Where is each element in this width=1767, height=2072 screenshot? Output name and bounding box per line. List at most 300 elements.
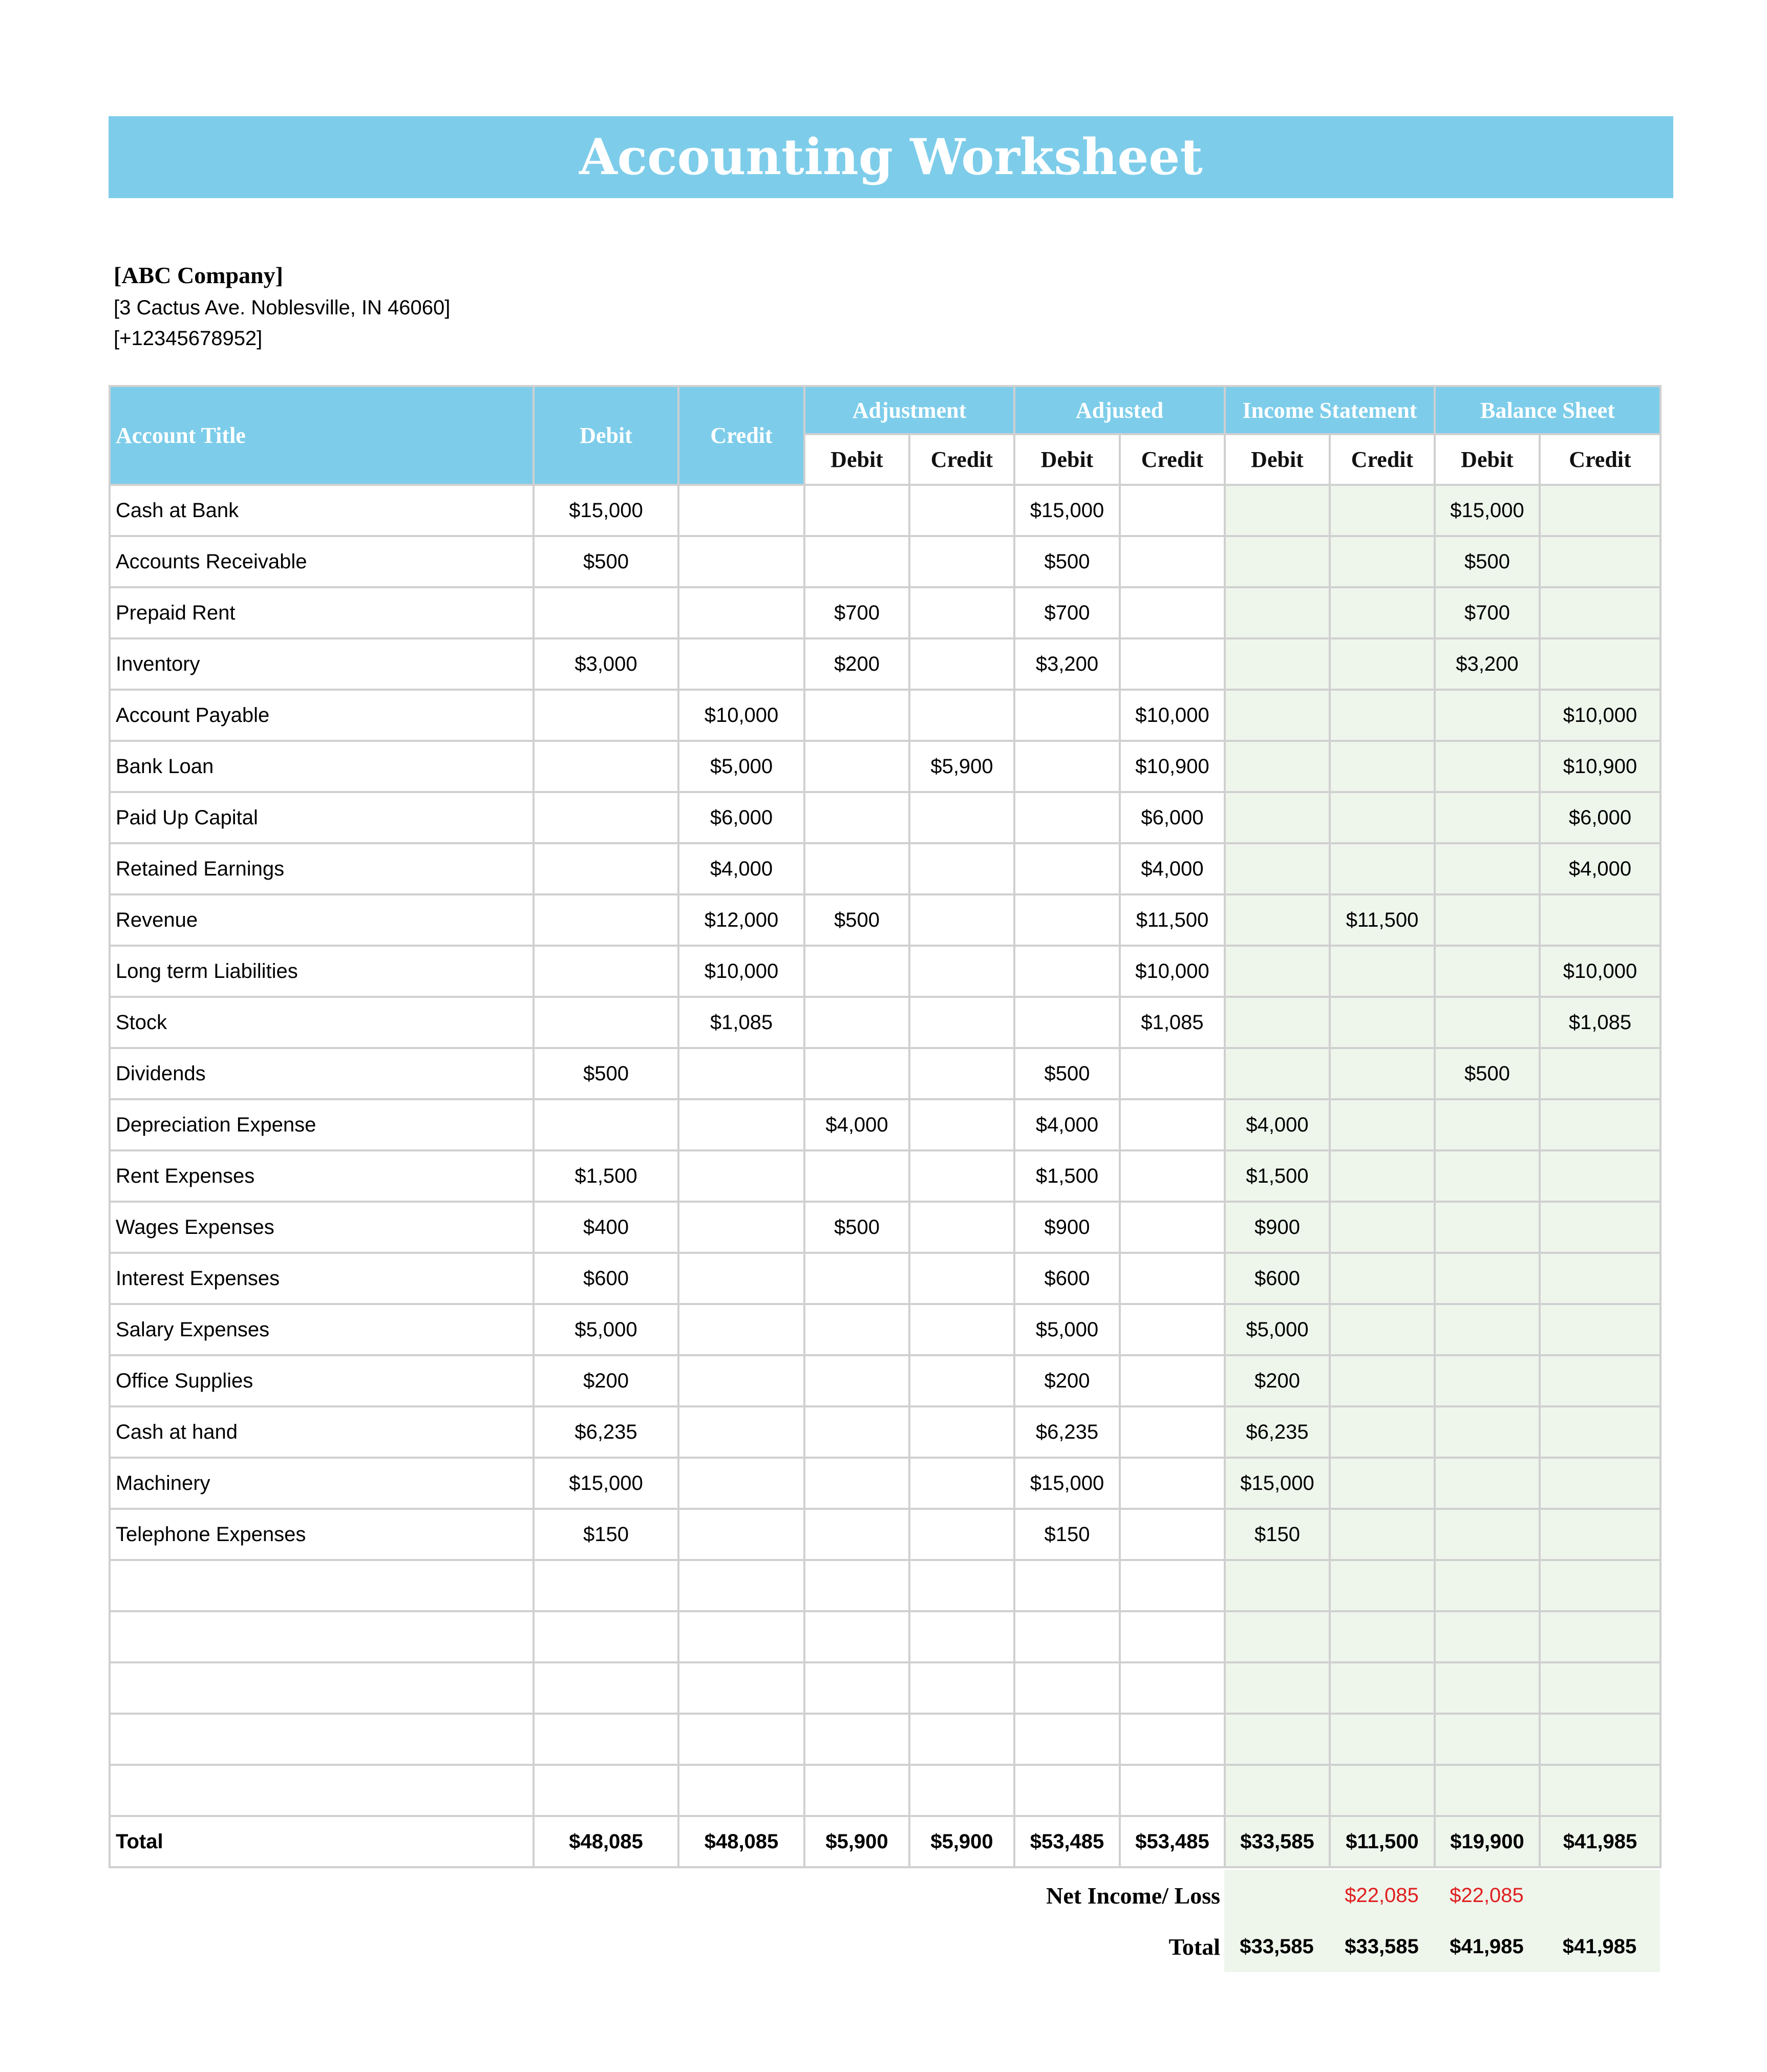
cell-debit[interactable] [534,997,678,1048]
cell-is-debit[interactable] [1225,946,1330,997]
cell-adj-credit[interactable] [909,997,1014,1048]
cell-is-debit[interactable] [1225,1048,1330,1099]
cell-is-credit[interactable]: $11,500 [1330,1816,1435,1867]
cell-bs-credit[interactable] [1540,638,1660,690]
cell-adjd-credit[interactable] [1120,1304,1225,1355]
cell-account[interactable]: Dividends [110,1048,534,1099]
cell-is-debit[interactable] [1225,485,1330,536]
cell-bs-credit[interactable] [1540,1406,1660,1458]
cell-adj-debit[interactable]: $5,900 [804,1816,909,1867]
cell-adjd-debit[interactable] [1014,792,1120,843]
cell-adjd-credit[interactable] [1120,536,1225,587]
cell-adjd-credit[interactable]: $6,000 [1120,792,1225,843]
cell-bs-credit[interactable] [1540,485,1660,536]
cell-adjd-credit[interactable]: $11,500 [1120,894,1225,946]
cell-credit[interactable] [678,1150,804,1202]
cell-is-debit[interactable] [1225,638,1330,690]
cell-bs-debit[interactable] [1435,1714,1540,1765]
cell-adj-credit[interactable]: $5,900 [909,1816,1014,1867]
cell-adj-debit[interactable]: $500 [804,1202,909,1253]
cell-account[interactable]: Office Supplies [110,1355,534,1406]
cell-adj-debit[interactable] [804,1458,909,1509]
cell-debit[interactable]: $1,500 [534,1150,678,1202]
cell-adjd-credit[interactable] [1120,485,1225,536]
summary-table [109,1870,1660,1972]
cell-credit[interactable] [678,1458,804,1509]
cell-is-debit[interactable]: $1,500 [1225,1150,1330,1202]
cell-adjd-credit[interactable] [1120,1765,1225,1816]
cell-adj-credit[interactable] [909,1662,1014,1714]
cell-debit[interactable] [534,946,678,997]
cell-is-credit[interactable] [1330,1662,1435,1714]
cell-bs-credit[interactable]: $41,985 [1540,1816,1660,1867]
cell-credit[interactable] [678,536,804,587]
cell-is-credit[interactable] [1330,843,1435,894]
cell-adjd-debit[interactable]: $4,000 [1014,1099,1120,1150]
cell-adj-credit[interactable] [909,1048,1014,1099]
cell-adj-debit[interactable] [804,843,909,894]
cell-adjd-credit[interactable] [1120,1202,1225,1253]
cell-bs-debit[interactable]: $3,200 [1435,638,1540,690]
cell-adjd-debit[interactable]: $600 [1014,1253,1120,1304]
cell-adjd-debit[interactable] [1014,946,1120,997]
cell-credit[interactable]: $4,000 [678,843,804,894]
cell-credit[interactable] [678,1560,804,1611]
cell-adj-credit[interactable] [909,946,1014,997]
cell-adjd-credit[interactable]: $53,485 [1120,1816,1225,1867]
cell-account[interactable]: Inventory [110,638,534,690]
cell-debit[interactable] [534,587,678,638]
cell-credit[interactable] [678,1355,804,1406]
cell-adj-debit[interactable] [804,690,909,741]
cell-adj-credit[interactable] [909,638,1014,690]
cell-adjd-debit[interactable]: $900 [1014,1202,1120,1253]
cell-debit[interactable]: $500 [534,536,678,587]
cell-is-debit[interactable] [1225,792,1330,843]
cell-is-credit[interactable] [1330,1406,1435,1458]
cell-is-debit[interactable]: $200 [1225,1355,1330,1406]
cell-is-credit[interactable] [1330,587,1435,638]
cell-bs-debit[interactable] [1435,1202,1540,1253]
cell-bs-credit[interactable]: $4,000 [1540,843,1660,894]
cell-bs-debit[interactable] [1435,1253,1540,1304]
cell-bs-debit[interactable] [1435,946,1540,997]
cell-is-debit[interactable] [1225,587,1330,638]
cell-adjd-debit[interactable]: $200 [1014,1355,1120,1406]
cell-adjd-debit[interactable] [1014,1662,1120,1714]
cell-is-debit[interactable]: $150 [1225,1509,1330,1560]
cell-account[interactable]: Retained Earnings [110,843,534,894]
cell-adj-credit[interactable] [909,1560,1014,1611]
cell-adjd-credit[interactable] [1120,638,1225,690]
cell-adjd-debit[interactable] [1014,843,1120,894]
cell-bs-debit[interactable] [1435,1150,1540,1202]
cell-bs-credit[interactable] [1540,1560,1660,1611]
cell-is-debit[interactable] [1225,843,1330,894]
cell-bs-credit[interactable] [1540,1458,1660,1509]
cell-account[interactable]: Depreciation Expense [110,1099,534,1150]
cell-adjd-debit[interactable] [1014,997,1120,1048]
cell-credit[interactable]: $10,000 [678,946,804,997]
cell-is-debit[interactable]: $33,585 [1225,1816,1330,1867]
cell-account[interactable]: Stock [110,997,534,1048]
cell-bs-debit[interactable] [1435,843,1540,894]
cell-bs-credit[interactable] [1540,1662,1660,1714]
cell-account[interactable]: Cash at Bank [110,485,534,536]
cell-adj-debit[interactable] [804,997,909,1048]
cell-bs-credit[interactable] [1540,587,1660,638]
cell-is-credit[interactable] [1330,1611,1435,1662]
cell-adjd-debit[interactable]: $6,235 [1014,1406,1120,1458]
cell-bs-debit[interactable] [1435,1458,1540,1509]
cell-is-debit[interactable]: $6,235 [1225,1406,1330,1458]
cell-adj-debit[interactable] [804,1048,909,1099]
cell-debit[interactable] [534,1099,678,1150]
cell-is-debit[interactable] [1225,894,1330,946]
cell-credit[interactable] [678,1406,804,1458]
cell-adj-debit[interactable]: $700 [804,587,909,638]
cell-adjd-debit[interactable]: $700 [1014,587,1120,638]
cell-bs-debit[interactable] [1435,1304,1540,1355]
cell-bs-credit[interactable] [1540,1304,1660,1355]
cell-adjd-credit[interactable] [1120,1150,1225,1202]
cell-adjd-debit[interactable]: $500 [1014,1048,1120,1099]
cell-is-debit[interactable] [1225,1765,1330,1816]
cell-adj-debit[interactable] [804,1355,909,1406]
cell-is-debit[interactable]: $5,000 [1225,1304,1330,1355]
cell-adj-credit[interactable] [909,1714,1014,1765]
cell-is-credit[interactable] [1330,792,1435,843]
cell-is-debit[interactable]: $15,000 [1225,1458,1330,1509]
cell-credit[interactable] [678,1714,804,1765]
cell-is-credit[interactable] [1330,1765,1435,1816]
cell-bs-credit[interactable]: $10,900 [1540,741,1660,792]
cell-credit[interactable] [678,1765,804,1816]
cell-bs-debit[interactable] [1435,894,1540,946]
cell-adjd-credit[interactable] [1120,1048,1225,1099]
cell-adj-credit[interactable] [909,1202,1014,1253]
cell-credit[interactable] [678,1202,804,1253]
cell-is-debit[interactable]: $900 [1225,1202,1330,1253]
cell-debit[interactable] [534,1611,678,1662]
cell-is-credit[interactable] [1330,690,1435,741]
cell-is-credit[interactable] [1330,1099,1435,1150]
cell-is-credit[interactable] [1330,1150,1435,1202]
cell-bs-debit[interactable] [1435,1560,1540,1611]
cell-is-debit[interactable] [1225,536,1330,587]
cell-bs-credit[interactable]: $10,000 [1540,946,1660,997]
cell-bs-debit[interactable]: $500 [1435,536,1540,587]
cell-bs-credit[interactable]: $10,000 [1540,690,1660,741]
cell-account[interactable]: Accounts Receivable [110,536,534,587]
cell-is-credit[interactable]: $11,500 [1330,894,1435,946]
cell-bs-debit[interactable]: $15,000 [1435,485,1540,536]
cell-bs-debit[interactable] [1435,1406,1540,1458]
cell-adjd-debit[interactable]: $3,200 [1014,638,1120,690]
col-is-debit: Debit [1225,434,1330,485]
cell-adjd-debit[interactable]: $5,000 [1014,1304,1120,1355]
cell-account[interactable]: Salary Expenses [110,1304,534,1355]
cell-credit[interactable] [678,1611,804,1662]
cell-adjd-debit[interactable] [1014,1560,1120,1611]
cell-account[interactable]: Prepaid Rent [110,587,534,638]
cell-is-debit[interactable] [1225,1662,1330,1714]
cell-is-credit[interactable] [1330,741,1435,792]
cell-is-debit[interactable] [1225,741,1330,792]
cell-is-debit[interactable] [1225,997,1330,1048]
cell-adjd-credit[interactable] [1120,1611,1225,1662]
cell-bs-credit[interactable] [1540,1253,1660,1304]
cell-credit[interactable]: $6,000 [678,792,804,843]
cell-is-debit[interactable] [1225,1611,1330,1662]
cell-bs-credit[interactable] [1540,1509,1660,1560]
cell-debit[interactable]: $6,235 [534,1406,678,1458]
cell-bs-debit[interactable] [1435,1509,1540,1560]
cell-adj-credit[interactable] [909,1253,1014,1304]
cell-credit[interactable]: $10,000 [678,690,804,741]
cell-credit[interactable] [678,1304,804,1355]
cell-account[interactable]: Telephone Expenses [110,1509,534,1560]
cell-bs-credit[interactable] [1540,894,1660,946]
cell-bs-debit[interactable] [1435,690,1540,741]
cell-is-credit[interactable] [1330,1253,1435,1304]
cell-adjd-debit[interactable] [1014,1765,1120,1816]
cell-adj-debit[interactable] [804,1509,909,1560]
cell-debit[interactable]: $3,000 [534,638,678,690]
cell-account[interactable] [110,1765,534,1816]
cell-adj-debit[interactable] [804,1662,909,1714]
cell-bs-debit[interactable] [1435,1355,1540,1406]
cell-adj-debit[interactable] [804,1560,909,1611]
cell-is-credit[interactable] [1330,1509,1435,1560]
cell-bs-credit[interactable] [1540,1048,1660,1099]
cell-adj-credit[interactable] [909,485,1014,536]
cell-adj-credit[interactable] [909,536,1014,587]
cell-adjd-credit[interactable]: $1,085 [1120,997,1225,1048]
cell-adj-debit[interactable] [804,1406,909,1458]
cell-is-debit[interactable]: $600 [1225,1253,1330,1304]
cell-is-credit[interactable] [1330,536,1435,587]
cell-debit[interactable] [534,1560,678,1611]
cell-account[interactable] [110,1560,534,1611]
cell-credit[interactable]: $12,000 [678,894,804,946]
cell-bs-debit[interactable] [1435,1765,1540,1816]
cell-adjd-credit[interactable] [1120,1355,1225,1406]
cell-is-debit[interactable] [1225,1714,1330,1765]
cell-is-debit[interactable] [1225,1560,1330,1611]
cell-credit[interactable]: $48,085 [678,1816,804,1867]
cell-bs-credit[interactable] [1540,1150,1660,1202]
cell-adj-credit[interactable] [909,1458,1014,1509]
cell-is-credit[interactable] [1330,1048,1435,1099]
cell-is-credit[interactable] [1330,638,1435,690]
cell-credit[interactable] [678,485,804,536]
cell-debit[interactable]: $600 [534,1253,678,1304]
cell-debit[interactable] [534,894,678,946]
cell-adjd-credit[interactable]: $10,000 [1120,946,1225,997]
cell-adj-credit[interactable] [909,1099,1014,1150]
cell-account[interactable] [110,1611,534,1662]
cell-adj-credit[interactable] [909,1304,1014,1355]
cell-is-credit[interactable] [1330,1304,1435,1355]
cell-adj-debit[interactable] [804,1304,909,1355]
cell-adjd-debit[interactable] [1014,894,1120,946]
cell-bs-debit[interactable]: $19,900 [1435,1816,1540,1867]
cell-debit[interactable] [534,690,678,741]
cell-adj-debit[interactable]: $200 [804,638,909,690]
cell-adjd-debit[interactable] [1014,741,1120,792]
cell-adjd-credit[interactable] [1120,1099,1225,1150]
cell-adj-credit[interactable] [909,894,1014,946]
cell-account[interactable]: Account Payable [110,690,534,741]
cell-debit[interactable]: $150 [534,1509,678,1560]
cell-credit[interactable] [678,587,804,638]
cell-account[interactable]: Long term Liabilities [110,946,534,997]
cell-adj-credit[interactable] [909,792,1014,843]
cell-adj-credit[interactable] [909,1406,1014,1458]
cell-bs-credit[interactable]: $1,085 [1540,997,1660,1048]
cell-account[interactable]: Cash at hand [110,1406,534,1458]
cell-bs-debit[interactable] [1435,1099,1540,1150]
cell-account[interactable]: Interest Expenses [110,1253,534,1304]
cell-account[interactable]: Total [110,1816,534,1867]
cell-adjd-debit[interactable] [1014,1611,1120,1662]
cell-adj-debit[interactable] [804,1150,909,1202]
cell-debit[interactable]: $500 [534,1048,678,1099]
cell-is-debit[interactable] [1225,690,1330,741]
cell-adjd-credit[interactable] [1120,1458,1225,1509]
cell-is-debit[interactable]: $4,000 [1225,1099,1330,1150]
cell-debit[interactable] [534,1765,678,1816]
cell-adj-debit[interactable] [804,741,909,792]
cell-bs-debit[interactable]: $700 [1435,587,1540,638]
cell-account[interactable] [110,1714,534,1765]
cell-is-credit[interactable] [1330,1202,1435,1253]
cell-is-credit[interactable] [1330,1355,1435,1406]
cell-bs-debit[interactable] [1435,997,1540,1048]
cell-adjd-debit[interactable]: $53,485 [1014,1816,1120,1867]
cell-debit[interactable] [534,1714,678,1765]
cell-adj-credit[interactable]: $5,900 [909,741,1014,792]
cell-adjd-debit[interactable] [1014,1714,1120,1765]
cell-adjd-credit[interactable]: $10,000 [1120,690,1225,741]
cell-adjd-credit[interactable] [1120,1253,1225,1304]
cell-account[interactable] [110,1662,534,1714]
cell-adj-credit[interactable] [909,1611,1014,1662]
cell-adjd-debit[interactable]: $500 [1014,536,1120,587]
cell-adj-debit[interactable]: $4,000 [804,1099,909,1150]
cell-adjd-credit[interactable] [1120,1714,1225,1765]
cell-adjd-credit[interactable]: $10,900 [1120,741,1225,792]
cell-account[interactable]: Bank Loan [110,741,534,792]
cell-debit[interactable]: $48,085 [534,1816,678,1867]
cell-bs-debit[interactable] [1435,741,1540,792]
cell-debit[interactable] [534,792,678,843]
cell-adjd-credit[interactable] [1120,1560,1225,1611]
cell-debit[interactable]: $15,000 [534,485,678,536]
cell-bs-credit[interactable] [1540,536,1660,587]
cell-credit[interactable]: $1,085 [678,997,804,1048]
cell-adjd-debit[interactable]: $15,000 [1014,1458,1120,1509]
cell-adj-debit[interactable] [804,946,909,997]
cell-bs-credit[interactable] [1540,1099,1660,1150]
cell-account[interactable]: Wages Expenses [110,1202,534,1253]
cell-adjd-credit[interactable] [1120,1662,1225,1714]
cell-debit[interactable]: $200 [534,1355,678,1406]
cell-bs-debit[interactable] [1435,1611,1540,1662]
cell-is-credit[interactable] [1330,1560,1435,1611]
cell-credit[interactable] [678,1662,804,1714]
cell-account[interactable]: Rent Expenses [110,1150,534,1202]
cell-adjd-credit[interactable] [1120,1509,1225,1560]
cell-adj-credit[interactable] [909,1150,1014,1202]
cell-is-credit[interactable] [1330,946,1435,997]
cell-adj-credit[interactable] [909,1509,1014,1560]
cell-adj-credit[interactable] [909,1765,1014,1816]
cell-is-credit[interactable] [1330,1458,1435,1509]
cell-adjd-debit[interactable]: $150 [1014,1509,1120,1560]
cell-adj-credit[interactable] [909,690,1014,741]
grand-total-row [109,1921,1660,1972]
cell-account[interactable]: Revenue [110,894,534,946]
cell-credit[interactable] [678,1509,804,1560]
cell-adj-debit[interactable] [804,1714,909,1765]
cell-adjd-credit[interactable]: $4,000 [1120,843,1225,894]
cell-bs-credit[interactable] [1540,1714,1660,1765]
cell-bs-credit[interactable] [1540,1355,1660,1406]
cell-bs-credit[interactable] [1540,1611,1660,1662]
cell-adj-debit[interactable]: $500 [804,894,909,946]
cell-adjd-credit[interactable] [1120,587,1225,638]
cell-adjd-debit[interactable]: $15,000 [1014,485,1120,536]
cell-bs-debit[interactable] [1435,1662,1540,1714]
cell-credit[interactable] [678,638,804,690]
cell-is-credit[interactable] [1330,1714,1435,1765]
cell-adj-credit[interactable] [909,843,1014,894]
cell-debit[interactable] [534,1662,678,1714]
cell-adj-debit[interactable] [804,1765,909,1816]
cell-credit[interactable]: $5,000 [678,741,804,792]
cell-adj-credit[interactable] [909,1355,1014,1406]
cell-debit[interactable]: $15,000 [534,1458,678,1509]
cell-credit[interactable] [678,1099,804,1150]
cell-adjd-credit[interactable] [1120,1406,1225,1458]
cell-bs-credit[interactable] [1540,1202,1660,1253]
cell-account[interactable]: Machinery [110,1458,534,1509]
cell-debit[interactable]: $5,000 [534,1304,678,1355]
cell-debit[interactable]: $400 [534,1202,678,1253]
cell-adj-debit[interactable] [804,536,909,587]
cell-bs-credit[interactable]: $6,000 [1540,792,1660,843]
cell-is-credit[interactable] [1330,997,1435,1048]
cell-adj-debit[interactable] [804,1253,909,1304]
cell-is-credit[interactable] [1330,485,1435,536]
cell-adj-debit[interactable] [804,1611,909,1662]
cell-debit[interactable] [534,843,678,894]
cell-account[interactable]: Paid Up Capital [110,792,534,843]
cell-bs-debit[interactable]: $500 [1435,1048,1540,1099]
cell-bs-debit[interactable] [1435,792,1540,843]
cell-adjd-debit[interactable]: $1,500 [1014,1150,1120,1202]
cell-adj-credit[interactable] [909,587,1014,638]
cell-adj-debit[interactable] [804,792,909,843]
cell-bs-credit[interactable] [1540,1765,1660,1816]
cell-adj-debit[interactable] [804,485,909,536]
cell-credit[interactable] [678,1048,804,1099]
cell-debit[interactable] [534,741,678,792]
cell-credit[interactable] [678,1253,804,1304]
cell-adjd-debit[interactable] [1014,690,1120,741]
